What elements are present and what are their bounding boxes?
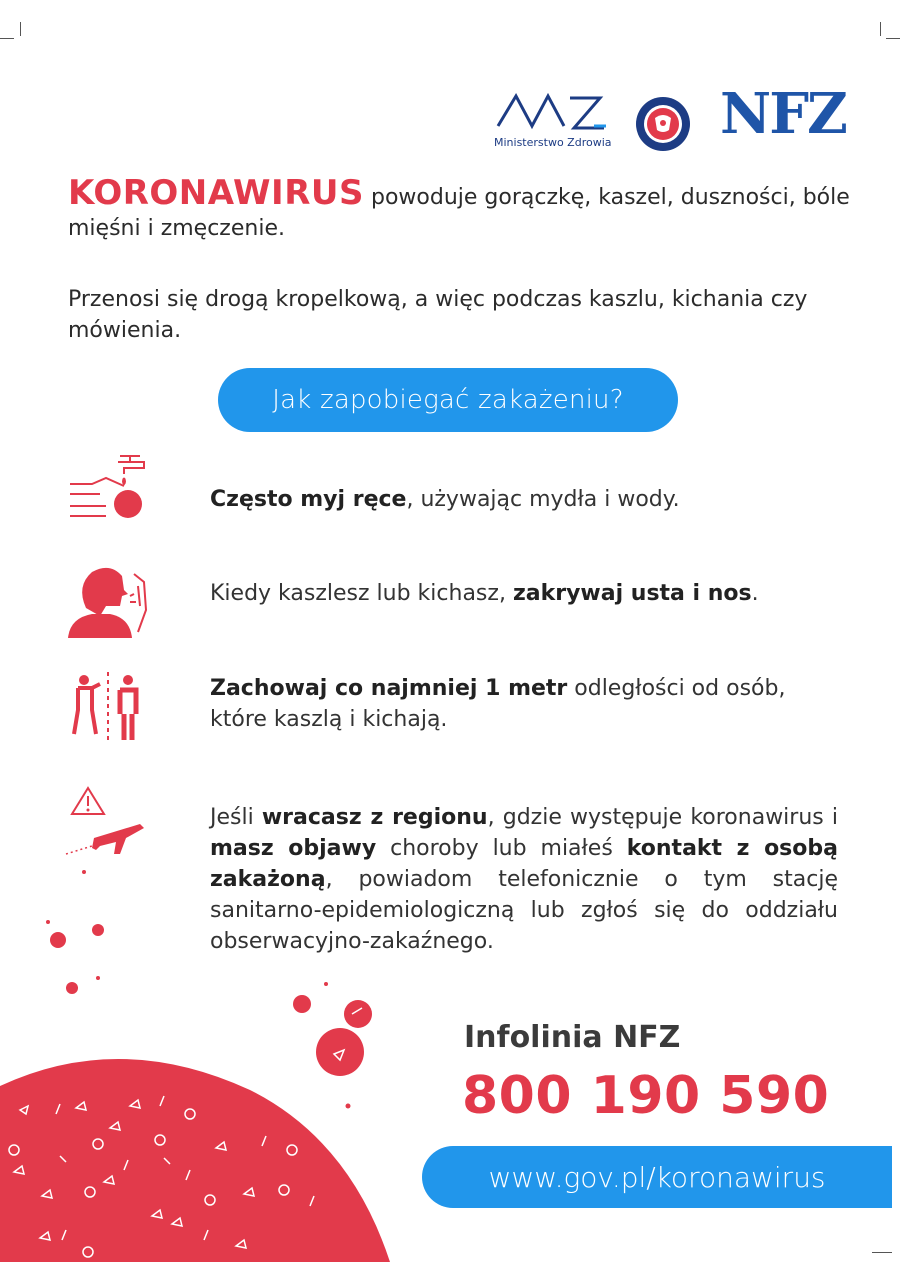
distance-icon xyxy=(72,672,142,744)
hand-washing-icon xyxy=(62,454,152,524)
tip-travel-b2: masz objawy xyxy=(210,836,377,861)
decorative-virus-graphic xyxy=(0,900,420,1262)
transmission-text: Przenosi się drogą kropelkową, a więc podczas kaszlu, kichania czy mówienia. xyxy=(68,287,808,343)
symptoms-text: powoduje gorączkę, kaszel, duszności, bóle mięśni i zmęczenie. xyxy=(68,185,850,241)
crop-mark xyxy=(0,38,14,39)
tip-distance-bold: Zachowaj co najmniej 1 metr xyxy=(210,676,568,701)
tip-wash-rest: , używając mydła i wody. xyxy=(406,487,680,512)
tip-wash-hands xyxy=(210,484,680,515)
prevention-title: Jak zapobiegać zakażeniu? xyxy=(218,368,678,432)
tip-travel-p4: , powiadom telefonicznie o tym stację sanitarno-epidemiologiczną lub zgłoś się do oddziału obserwacyjno-zakaźnego. xyxy=(210,867,838,954)
crop-mark xyxy=(880,22,881,36)
intro-symptoms xyxy=(68,173,858,244)
cough-cover-icon xyxy=(66,560,156,640)
sanitary-inspection-seal-icon xyxy=(635,96,691,152)
crop-mark xyxy=(20,22,21,36)
tip-cover-mouth xyxy=(210,578,759,609)
nfz-logo: NFZ xyxy=(720,81,846,147)
hotline-number[interactable]: 800 190 590 xyxy=(462,1066,830,1126)
hotline-label: Infolinia NFZ xyxy=(464,1020,681,1055)
tip-travel-b1: wracasz z regionu xyxy=(261,805,488,830)
travel-warning-icon xyxy=(60,784,150,874)
tip-travel-p1: Jeśli xyxy=(210,805,262,830)
tip-travel-p2: , gdzie występuje koronawirus i xyxy=(487,805,839,830)
crop-mark xyxy=(872,1252,892,1253)
tip-travel-b3: kontakt z osobą zakażoną xyxy=(210,836,838,892)
crop-mark xyxy=(886,38,900,39)
tip-keep-distance xyxy=(210,673,840,735)
website-link[interactable]: www.gov.pl/koronawirus xyxy=(422,1146,892,1208)
tip-cover-post: . xyxy=(751,581,759,606)
tip-distance-rest: odległości od osób, które kaszlą i kichają. xyxy=(210,676,786,732)
tip-travel-p3: choroby lub miałeś xyxy=(376,836,627,861)
tip-cover-bold: zakrywaj usta i nos xyxy=(512,581,752,606)
tip-cover-pre: Kiedy kaszlesz lub kichasz, xyxy=(210,581,513,606)
ministry-logo-text: Ministerstwo Zdrowia xyxy=(494,136,612,149)
headline: KORONAWIRUS xyxy=(68,173,364,213)
tip-wash-bold: Często myj ręce xyxy=(210,487,407,512)
